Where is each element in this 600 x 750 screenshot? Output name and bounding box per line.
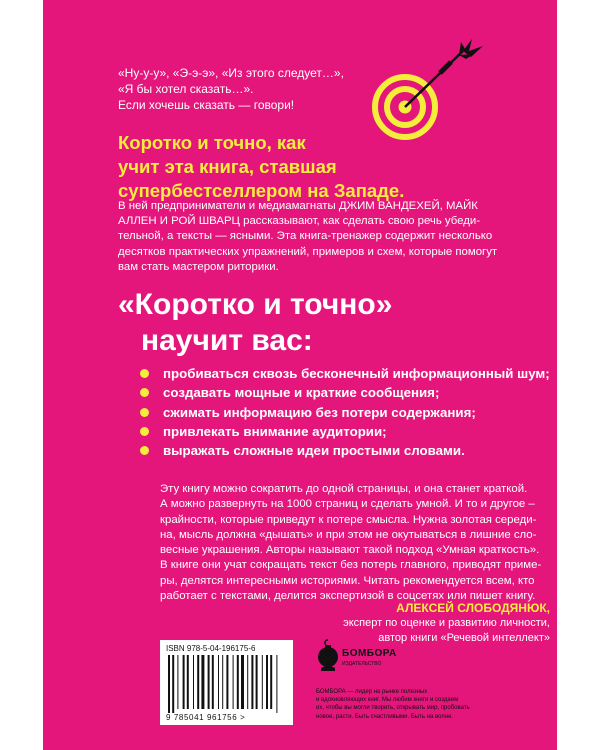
dart-icon <box>405 39 483 107</box>
barcode-block <box>160 640 293 725</box>
barcode-bar <box>212 655 214 709</box>
barcode-bar <box>233 655 234 709</box>
headline-line: Коротко и точно, как <box>118 132 306 153</box>
review-line: ры, делятся интересными историями. Читать рекомендуется всем, кто <box>160 574 535 587</box>
benefit-item <box>140 364 557 383</box>
review-text <box>160 482 557 604</box>
barcode-bar <box>276 655 277 713</box>
barcode-bar <box>193 655 194 709</box>
publisher-name: БОМБОРА <box>342 648 397 659</box>
barcode-bar <box>251 655 253 709</box>
benefit-item <box>140 383 557 402</box>
book-description <box>118 199 557 275</box>
barcode-bar <box>222 655 223 709</box>
barcode-bar <box>168 655 170 713</box>
description-line: десятков практических упражнений, примеров и схем, которые помогут <box>118 245 498 258</box>
publisher-logo <box>316 634 406 679</box>
barcode-bar <box>208 655 210 709</box>
barcode-bar <box>241 655 244 709</box>
barcode-bar <box>256 655 258 709</box>
barcode-digits: 9 785041 961756 > <box>166 713 246 722</box>
barcode-bar <box>226 655 228 709</box>
intro-line: «Я бы хотел сказать…». <box>118 82 254 96</box>
reviewer-role-line: эксперт по оценке и развитию личности, <box>343 617 550 629</box>
barcode-bar <box>266 655 268 709</box>
review-line: на, мысль должна «дышать» и при этом не окутываться в лишние сло- <box>160 528 537 541</box>
description-line: тельной, а тексты — ясными. Эта книга-тренажер содержит несколько <box>118 230 493 243</box>
publisher-blurb-line: их, чтобы вы могли творить, открывать мир, пробовать <box>316 705 470 712</box>
publisher-blurb-line: и вдохновляющих книг. Мы любим книги и создаем <box>316 697 459 704</box>
barcode-bar <box>201 655 204 709</box>
barcode-bar <box>247 655 248 709</box>
barcode-bar <box>270 655 272 709</box>
barcode <box>168 655 285 713</box>
bullet-dot-icon <box>140 408 149 417</box>
headline-line: супербестселлером на Западе. <box>118 180 405 201</box>
review-line: весные украшения. Авторы называют такой подход «Умная краткость». <box>160 544 540 557</box>
benefits-title-line: научит вас: <box>141 324 313 357</box>
headline <box>118 131 458 203</box>
barcode-bar <box>218 655 219 709</box>
barcode-bar <box>183 655 185 709</box>
publisher-blurb-line: новое, расти. Быть счастливыми. Быть на волне. <box>316 713 454 720</box>
bullet-dot-icon <box>140 427 149 436</box>
reviewer-name: АЛЕКСЕЙ СЛОБОДЯНЮК, <box>396 601 550 615</box>
description-line: АЛЛЕН И РОЙ ШВАРЦ рассказывают, как сделать свою речь убеди- <box>118 215 481 228</box>
review-line: В книге они учат сокращать текст без потерь главного, приводят приме- <box>160 559 542 572</box>
description-line: вам стать мастером риторики. <box>118 260 279 273</box>
reviewer-role-line: автор книги «Речевой интеллект» <box>378 631 550 644</box>
review-line: крайности, которые приведут к потере смысла. Нужна золотая середи- <box>160 513 537 526</box>
publisher-blurb-line: БОМБОРА — лидер на рынке полезных <box>316 689 428 695</box>
benefits-list <box>140 364 557 460</box>
benefit-text: выражать сложные идеи простыми словами. <box>163 443 465 459</box>
barcode-bar <box>172 655 174 713</box>
benefit-item <box>140 441 557 460</box>
intro-line: Если хочешь сказать — говори! <box>118 98 295 112</box>
review-line: работает с текстами, делится экспертизой в соцсетях или пишет книгу. <box>160 590 536 603</box>
description-line: В ней предприниматели и медиамагнаты ДЖИМ ВАНДЕХЕЙ, МАЙК <box>118 200 478 212</box>
bullet-dot-icon <box>140 369 149 378</box>
bullet-dot-icon <box>140 388 149 397</box>
barcode-bar <box>262 655 263 709</box>
benefit-text: пробиваться сквозь бесконечный информационный шум; <box>163 366 550 381</box>
bomb-logo-icon <box>316 638 340 672</box>
review-line: Эту книгу можно сократить до одной страницы, и она станет краткой. <box>160 483 528 495</box>
publisher-blurb <box>316 688 506 721</box>
bullet-dot-icon <box>140 446 149 455</box>
isbn-number: ISBN 978-5-04-196175-6 <box>166 644 256 653</box>
book-back-cover <box>43 0 557 750</box>
benefits-title-line: «Коротко и точно» <box>118 288 393 321</box>
barcode-bar <box>187 655 189 709</box>
barcode-bar <box>177 655 178 709</box>
intro-line: «Ну-у-у», «Э-э-э», «Из этого следует…», <box>118 66 344 80</box>
benefit-text: создавать мощные и краткие сообщения; <box>163 385 440 401</box>
benefit-text: привлекать внимание аудитории; <box>163 423 387 439</box>
benefit-text: сжимать информацию без потери содержания; <box>163 404 476 420</box>
benefit-item <box>140 422 557 441</box>
publisher-subtitle: ИЗДАТЕЛЬСТВО <box>342 661 382 667</box>
benefits-title <box>118 287 557 359</box>
headline-line: учит эта книга, ставшая <box>118 156 337 177</box>
review-line: А можно развернуть на 1000 страниц и сделать умной. И то и другое – <box>160 498 535 511</box>
barcode-bar <box>237 655 239 709</box>
benefit-item <box>140 403 557 422</box>
barcode-bar <box>197 655 199 709</box>
